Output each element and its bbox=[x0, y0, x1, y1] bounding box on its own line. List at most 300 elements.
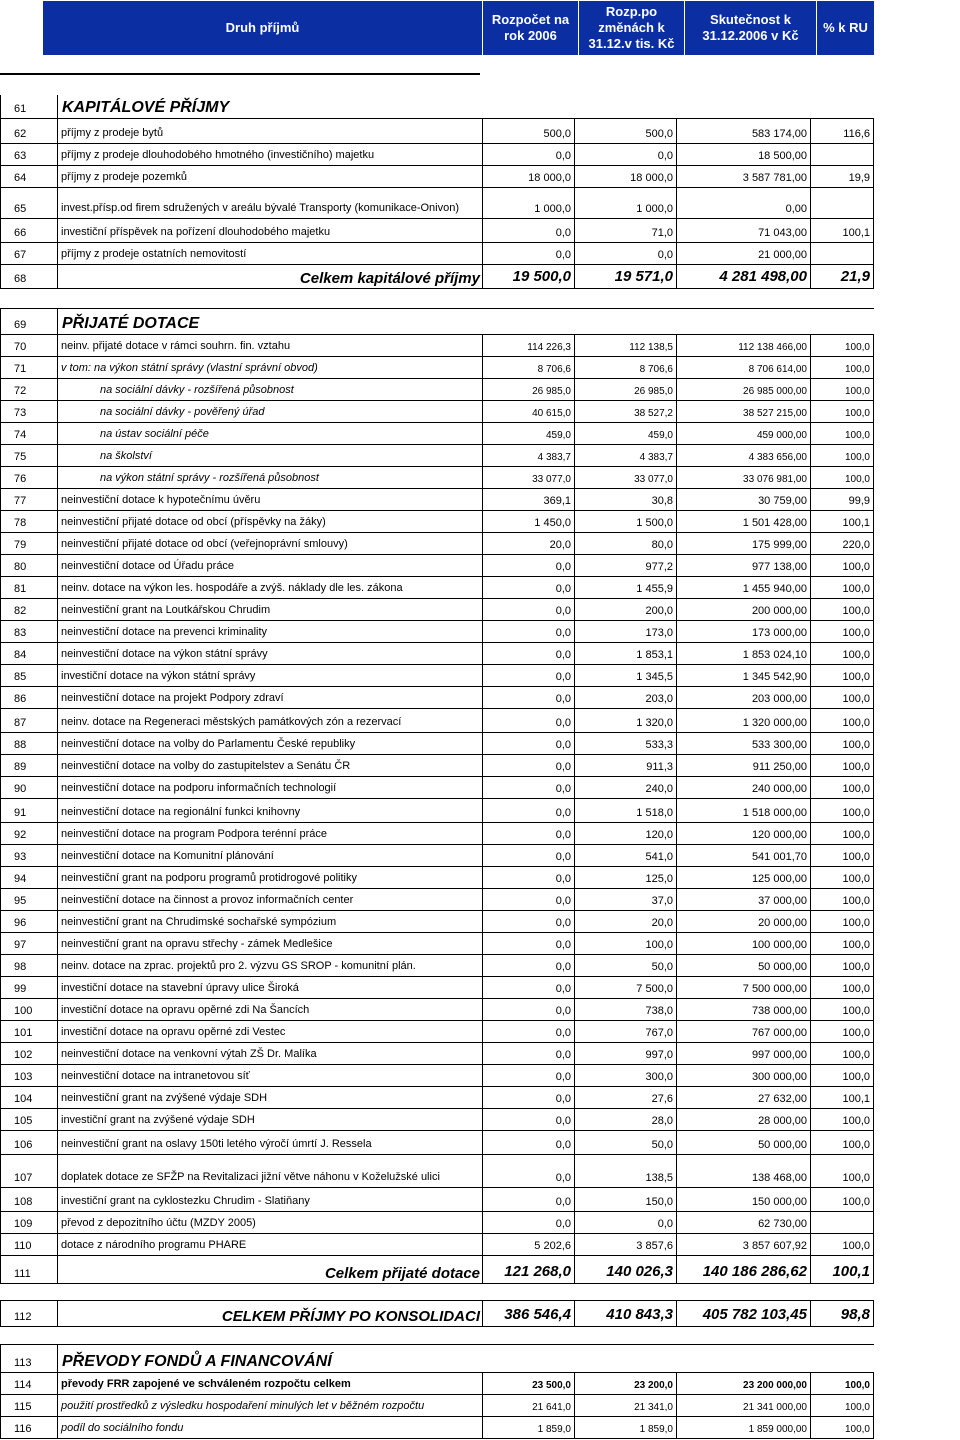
budget-cell bbox=[482, 335, 574, 356]
revised-budget-cell-text: 0,0 bbox=[657, 249, 673, 261]
table-row bbox=[0, 889, 874, 911]
revised-budget-cell-text: 173,0 bbox=[645, 627, 673, 639]
budget-cell-text: 0,0 bbox=[555, 783, 571, 795]
budget-cell-text: 23 500,0 bbox=[532, 1380, 571, 1391]
row-number-text: 62 bbox=[14, 128, 27, 140]
budget-cell bbox=[482, 243, 574, 264]
table-row bbox=[0, 423, 874, 445]
row-label bbox=[57, 755, 482, 776]
row-number-text: 91 bbox=[14, 807, 27, 819]
actual-cell-text: 120 000,00 bbox=[751, 829, 807, 841]
revised-budget-cell bbox=[574, 335, 676, 356]
budget-cell bbox=[482, 555, 574, 576]
budget-cell bbox=[482, 1234, 574, 1255]
budget-cell bbox=[482, 687, 574, 708]
budget-cell-text: 1 450,0 bbox=[534, 517, 571, 529]
row-label bbox=[57, 1188, 482, 1211]
revised-budget-cell bbox=[574, 445, 676, 466]
percent-cell-text: 100,0 bbox=[842, 1172, 870, 1184]
actual-cell bbox=[676, 1188, 810, 1211]
table-row bbox=[0, 687, 874, 709]
revised-budget-cell bbox=[574, 1021, 676, 1042]
percent-cell bbox=[810, 243, 874, 264]
section-header-row bbox=[0, 95, 874, 119]
percent-cell bbox=[810, 867, 874, 888]
percent-cell bbox=[810, 643, 874, 664]
percent-cell bbox=[810, 889, 874, 910]
revised-budget-cell-text: 71,0 bbox=[651, 227, 673, 239]
row-label-text: podíl do sociálního fondu bbox=[61, 1422, 184, 1434]
actual-cell-text: 240 000,00 bbox=[751, 783, 807, 795]
budget-cell bbox=[482, 755, 574, 776]
table-row bbox=[0, 1065, 874, 1087]
row-number bbox=[0, 621, 57, 642]
revised-budget-cell-text: 27,6 bbox=[651, 1093, 673, 1105]
row-label-text: neinvestiční dotace na volby do Parlamentu České republiky bbox=[61, 738, 356, 750]
row-label-text: investiční dotace na výkon státní správy bbox=[61, 670, 256, 682]
revised-budget-cell bbox=[574, 1373, 676, 1394]
percent-cell bbox=[810, 665, 874, 686]
row-number-text: 108 bbox=[14, 1196, 33, 1208]
row-number bbox=[0, 379, 57, 400]
row-number bbox=[0, 335, 57, 356]
table-row bbox=[0, 755, 874, 777]
row-number-text: 92 bbox=[14, 829, 27, 841]
actual-cell-text: 50 000,00 bbox=[758, 961, 807, 973]
row-number bbox=[0, 577, 57, 598]
actual-cell bbox=[676, 1373, 810, 1394]
percent-cell bbox=[810, 401, 874, 422]
row-number bbox=[0, 1087, 57, 1108]
actual-cell bbox=[676, 911, 810, 932]
actual-cell-text: 459 000,00 bbox=[756, 430, 807, 441]
row-label-text: invest.přísp.od firem sdružených v areálu bývalé Transporty (komunikace-Onivon) bbox=[61, 202, 460, 214]
row-number-text: 61 bbox=[14, 103, 27, 115]
row-label-text: použití prostředků z výsledku hospodaření minulých let v běžném rozpočtu bbox=[61, 1400, 425, 1412]
budget-cell bbox=[482, 467, 574, 488]
row-label-text: neinvestiční dotace na volby do zastupitelstev a Senátu ČR bbox=[61, 760, 351, 772]
row-label-text: na ústav sociální péče bbox=[100, 428, 209, 440]
row-label bbox=[57, 357, 482, 378]
total-row bbox=[0, 1301, 874, 1327]
revised-budget-cell bbox=[574, 1043, 676, 1064]
row-number bbox=[0, 1234, 57, 1255]
actual-cell bbox=[676, 955, 810, 976]
budget-cell-text: 0,0 bbox=[555, 561, 571, 573]
budget-cell-text: 0,0 bbox=[555, 583, 571, 595]
row-label bbox=[57, 1043, 482, 1064]
budget-cell-text: 26 985,0 bbox=[532, 386, 571, 397]
row-label bbox=[57, 889, 482, 910]
row-number-text: 63 bbox=[14, 150, 27, 162]
row-number bbox=[0, 357, 57, 378]
budget-cell bbox=[482, 379, 574, 400]
row-number bbox=[0, 1155, 57, 1187]
percent-cell bbox=[810, 911, 874, 932]
percent-cell-text: 100,0 bbox=[842, 561, 870, 573]
budget-cell-text: 1 000,0 bbox=[534, 203, 571, 215]
revised-budget-cell-text: 19 571,0 bbox=[614, 268, 673, 285]
actual-cell-text: 71 043,00 bbox=[758, 227, 807, 239]
percent-cell-text: 100,0 bbox=[844, 474, 870, 485]
budget-cell-text: 0,0 bbox=[555, 983, 571, 995]
budget-cell bbox=[482, 911, 574, 932]
budget-cell-text: 0,0 bbox=[555, 227, 571, 239]
row-label-text: neinv. přijaté dotace v rámci souhrn. fin. vztahu bbox=[61, 340, 291, 352]
row-number-text: 69 bbox=[14, 319, 27, 331]
row-label bbox=[57, 955, 482, 976]
row-label-text: příjmy z prodeje dlouhodobého hmotného (investičního) majetku bbox=[61, 149, 375, 161]
actual-cell-text: 1 501 428,00 bbox=[742, 517, 807, 529]
budget-cell-text: 114 226,3 bbox=[527, 342, 571, 353]
row-number-text: 95 bbox=[14, 895, 27, 907]
revised-budget-cell-text: 112 138,5 bbox=[629, 342, 673, 353]
row-label bbox=[57, 243, 482, 264]
budget-cell-text: 0,0 bbox=[555, 961, 571, 973]
row-label bbox=[57, 933, 482, 954]
actual-cell-text: 112 138 466,00 bbox=[738, 342, 807, 353]
budget-cell-text: 0,0 bbox=[555, 1115, 571, 1127]
revised-budget-cell-text: 1 859,0 bbox=[639, 1424, 673, 1435]
revised-budget-cell bbox=[574, 709, 676, 732]
percent-cell-text: 98,8 bbox=[840, 1306, 870, 1323]
actual-cell bbox=[676, 467, 810, 488]
row-label bbox=[57, 845, 482, 866]
row-label bbox=[57, 1065, 482, 1086]
row-number bbox=[0, 533, 57, 554]
row-label-text: neinvestiční dotace na venkovní výtah ZŠ Dr. Malíka bbox=[61, 1048, 317, 1060]
revised-budget-cell-text: 80,0 bbox=[651, 539, 673, 551]
budget-cell bbox=[482, 1417, 574, 1438]
row-number bbox=[0, 755, 57, 776]
actual-cell bbox=[676, 1131, 810, 1154]
row-label bbox=[57, 219, 482, 242]
row-label-text: na sociální dávky - rozšířená působnost bbox=[100, 384, 294, 396]
revised-budget-cell-text: 33 077,0 bbox=[634, 474, 673, 485]
actual-cell-text: 1 859 000,00 bbox=[748, 1424, 807, 1435]
actual-cell-text: 977 138,00 bbox=[751, 561, 807, 573]
row-label bbox=[57, 144, 482, 165]
table-row bbox=[0, 955, 874, 977]
budget-cell-text: 0,0 bbox=[555, 807, 571, 819]
percent-cell bbox=[810, 533, 874, 554]
row-label bbox=[57, 1155, 482, 1187]
percent-cell bbox=[810, 144, 874, 165]
actual-cell-text: 541 001,70 bbox=[751, 851, 807, 863]
revised-budget-cell bbox=[574, 188, 676, 218]
row-label-text: KAPITÁLOVÉ PŘÍJMY bbox=[62, 99, 230, 116]
percent-cell bbox=[810, 845, 874, 866]
percent-cell-text: 100,0 bbox=[842, 895, 870, 907]
actual-cell bbox=[676, 867, 810, 888]
revised-budget-cell-text: 459,0 bbox=[647, 430, 673, 441]
actual-cell-text: 1 320 000,00 bbox=[742, 717, 807, 729]
budget-cell bbox=[482, 188, 574, 218]
table-row bbox=[0, 555, 874, 577]
budget-cell-text: 0,0 bbox=[555, 1027, 571, 1039]
table-row bbox=[0, 1395, 874, 1417]
row-label-text: CELKEM PŘÍJMY PO KONSOLIDACI bbox=[221, 1308, 480, 1325]
revised-budget-cell-text: 4 383,7 bbox=[639, 452, 673, 463]
budget-cell-text: 18 000,0 bbox=[528, 172, 571, 184]
row-number-text: 98 bbox=[14, 961, 27, 973]
row-label bbox=[57, 555, 482, 576]
percent-cell-text: 100,1 bbox=[842, 1093, 870, 1105]
percent-cell-text: 100,0 bbox=[842, 873, 870, 885]
row-label bbox=[57, 577, 482, 598]
row-number bbox=[0, 599, 57, 620]
actual-cell bbox=[676, 1155, 810, 1187]
actual-cell bbox=[676, 423, 810, 444]
budget-cell bbox=[482, 1155, 574, 1187]
revised-budget-cell bbox=[574, 1256, 676, 1283]
row-label-text: Celkem kapitálové příjmy bbox=[299, 270, 480, 287]
row-number-text: 67 bbox=[14, 249, 27, 261]
percent-cell-text: 100,0 bbox=[842, 693, 870, 705]
row-label bbox=[57, 511, 482, 532]
revised-budget-cell-text: 410 843,3 bbox=[606, 1306, 673, 1323]
actual-cell bbox=[676, 933, 810, 954]
actual-cell bbox=[676, 219, 810, 242]
actual-cell-text: 18 500,00 bbox=[758, 150, 807, 162]
percent-cell bbox=[810, 1155, 874, 1187]
percent-cell-text: 100,0 bbox=[842, 1240, 870, 1252]
percent-cell-text: 100,0 bbox=[842, 1196, 870, 1208]
percent-cell-text: 220,0 bbox=[842, 539, 870, 551]
table-row bbox=[0, 1188, 874, 1212]
revised-budget-cell bbox=[574, 1131, 676, 1154]
percent-cell bbox=[810, 1234, 874, 1255]
row-number-text: 107 bbox=[14, 1172, 33, 1184]
actual-cell bbox=[676, 379, 810, 400]
revised-budget-cell bbox=[574, 777, 676, 798]
row-label bbox=[57, 188, 482, 218]
actual-cell bbox=[676, 799, 810, 822]
revised-budget-cell bbox=[574, 265, 676, 288]
percent-cell-text: 100,0 bbox=[842, 1139, 870, 1151]
revised-budget-cell-text: 150,0 bbox=[645, 1196, 673, 1208]
budget-cell bbox=[482, 511, 574, 532]
actual-cell-text: 20 000,00 bbox=[758, 917, 807, 929]
budget-cell bbox=[482, 889, 574, 910]
row-number bbox=[0, 643, 57, 664]
percent-cell-text: 100,0 bbox=[842, 851, 870, 863]
actual-cell bbox=[676, 599, 810, 620]
revised-budget-cell bbox=[574, 144, 676, 165]
row-number-text: 103 bbox=[14, 1071, 33, 1083]
revised-budget-cell-text: 1 345,5 bbox=[636, 671, 673, 683]
percent-cell-text: 19,9 bbox=[848, 172, 870, 184]
row-label bbox=[57, 621, 482, 642]
table-row bbox=[0, 709, 874, 733]
table-row bbox=[0, 1021, 874, 1043]
budget-cell bbox=[482, 219, 574, 242]
row-number bbox=[0, 1373, 57, 1394]
revised-budget-cell bbox=[574, 955, 676, 976]
row-number-text: 84 bbox=[14, 649, 27, 661]
row-number bbox=[0, 1256, 57, 1283]
revised-budget-cell-text: 767,0 bbox=[645, 1027, 673, 1039]
revised-budget-cell bbox=[574, 219, 676, 242]
row-number bbox=[0, 777, 57, 798]
row-label-text: příjmy z prodeje pozemků bbox=[61, 171, 187, 183]
percent-cell bbox=[810, 119, 874, 143]
row-number bbox=[0, 823, 57, 844]
actual-cell bbox=[676, 188, 810, 218]
row-number-text: 76 bbox=[14, 473, 27, 485]
budget-cell bbox=[482, 621, 574, 642]
row-number bbox=[0, 665, 57, 686]
row-number bbox=[0, 1301, 57, 1326]
percent-cell bbox=[810, 511, 874, 532]
table-row bbox=[0, 1131, 874, 1155]
row-label bbox=[57, 1417, 482, 1438]
revised-budget-cell-text: 23 200,0 bbox=[634, 1380, 673, 1391]
row-label bbox=[57, 599, 482, 620]
table-row bbox=[0, 119, 874, 144]
percent-cell-text: 100,0 bbox=[842, 605, 870, 617]
actual-cell bbox=[676, 401, 810, 422]
revised-budget-cell-text: 541,0 bbox=[645, 851, 673, 863]
budget-cell bbox=[482, 1256, 574, 1283]
budget-cell bbox=[482, 577, 574, 598]
percent-cell-text: 100,0 bbox=[842, 829, 870, 841]
row-label-text: investiční dotace na opravu opěrné zdi Vestec bbox=[61, 1026, 286, 1038]
table-row bbox=[0, 643, 874, 665]
percent-cell-text: 100,0 bbox=[842, 983, 870, 995]
budget-cell bbox=[482, 643, 574, 664]
percent-cell bbox=[810, 265, 874, 288]
row-label-text: neinvestiční dotace na regionální funkci knihovny bbox=[61, 806, 301, 818]
row-label-text: Celkem přijaté dotace bbox=[324, 1265, 480, 1282]
row-label-text: neinvestiční dotace na intranetovou síť bbox=[61, 1070, 250, 1082]
row-label-text: PŘEVODY FONDŮ A FINANCOVÁNÍ bbox=[62, 1353, 332, 1370]
actual-cell bbox=[676, 999, 810, 1020]
revised-budget-cell bbox=[574, 533, 676, 554]
actual-cell-text: 8 706 614,00 bbox=[748, 364, 807, 375]
actual-cell bbox=[676, 511, 810, 532]
budget-cell bbox=[482, 533, 574, 554]
percent-cell bbox=[810, 777, 874, 798]
budget-cell bbox=[482, 1109, 574, 1130]
row-label bbox=[57, 1395, 482, 1416]
revised-budget-cell bbox=[574, 643, 676, 664]
row-label-text: na sociální dávky - pověřený úřad bbox=[100, 406, 265, 418]
revised-budget-cell bbox=[574, 799, 676, 822]
row-label bbox=[57, 777, 482, 798]
budget-cell-text: 500,0 bbox=[543, 128, 571, 140]
header-druh-prijmu: Druh příjmů bbox=[43, 1, 483, 56]
percent-cell bbox=[810, 1131, 874, 1154]
row-number bbox=[0, 955, 57, 976]
row-number bbox=[0, 1395, 57, 1416]
percent-cell-text: 100,0 bbox=[842, 761, 870, 773]
percent-cell-text: 100,0 bbox=[844, 452, 870, 463]
percent-cell bbox=[810, 955, 874, 976]
row-label-text: neinvestiční grant na opravu střechy - zámek Medlešice bbox=[61, 938, 333, 950]
row-label bbox=[57, 999, 482, 1020]
row-number-text: 105 bbox=[14, 1115, 33, 1127]
revised-budget-cell bbox=[574, 1188, 676, 1211]
revised-budget-cell-text: 21 341,0 bbox=[634, 1402, 673, 1413]
budget-cell bbox=[482, 489, 574, 510]
row-number bbox=[0, 489, 57, 510]
row-number-text: 111 bbox=[14, 1268, 31, 1280]
revised-budget-cell-text: 240,0 bbox=[645, 783, 673, 795]
budget-cell-text: 0,0 bbox=[555, 150, 571, 162]
row-label-text: investiční příspěvek na pořízení dlouhodobého majetku bbox=[61, 226, 331, 238]
percent-cell bbox=[810, 379, 874, 400]
revised-budget-cell bbox=[574, 733, 676, 754]
row-number bbox=[0, 555, 57, 576]
row-number bbox=[0, 1065, 57, 1086]
row-label-text: neinvestiční dotace na program Podpora terénní práce bbox=[61, 828, 327, 840]
row-number-text: 109 bbox=[14, 1218, 33, 1230]
row-number-text: 110 bbox=[14, 1240, 32, 1252]
revised-budget-cell-text: 1 853,1 bbox=[636, 649, 673, 661]
row-label bbox=[57, 95, 482, 118]
revised-budget-cell bbox=[574, 1212, 676, 1233]
row-number bbox=[0, 188, 57, 218]
budget-cell-text: 0,0 bbox=[555, 693, 571, 705]
revised-budget-cell-text: 203,0 bbox=[645, 693, 673, 705]
actual-cell-text: 911 250,00 bbox=[752, 761, 807, 773]
percent-cell bbox=[810, 823, 874, 844]
actual-cell bbox=[676, 533, 810, 554]
actual-cell bbox=[676, 1395, 810, 1416]
percent-cell-text: 100,0 bbox=[844, 408, 870, 419]
row-label-text: neinvestiční dotace na projekt Podpory zdraví bbox=[61, 692, 284, 704]
budget-cell bbox=[482, 867, 574, 888]
actual-cell-text: 200 000,00 bbox=[751, 605, 807, 617]
actual-cell-text: 27 632,00 bbox=[758, 1093, 807, 1105]
row-label bbox=[57, 977, 482, 998]
revised-budget-cell bbox=[574, 1234, 676, 1255]
actual-cell-text: 100 000,00 bbox=[751, 939, 807, 951]
row-label bbox=[57, 665, 482, 686]
row-number bbox=[0, 445, 57, 466]
row-number bbox=[0, 1131, 57, 1154]
budget-cell bbox=[482, 1043, 574, 1064]
revised-budget-cell-text: 911,3 bbox=[646, 761, 673, 773]
budget-cell-text: 19 500,0 bbox=[512, 268, 571, 285]
row-label-text: na školství bbox=[100, 450, 152, 462]
row-number-text: 86 bbox=[14, 693, 27, 705]
table-row bbox=[0, 845, 874, 867]
percent-cell bbox=[810, 357, 874, 378]
revised-budget-cell bbox=[574, 1155, 676, 1187]
percent-cell-text: 21,9 bbox=[840, 268, 870, 285]
percent-cell bbox=[810, 621, 874, 642]
budget-cell bbox=[482, 599, 574, 620]
budget-cell bbox=[482, 665, 574, 686]
row-label bbox=[57, 867, 482, 888]
budget-cell bbox=[482, 977, 574, 998]
row-number bbox=[0, 799, 57, 822]
revised-budget-cell bbox=[574, 933, 676, 954]
revised-budget-cell bbox=[574, 467, 676, 488]
row-label-text: neinvestiční dotace na podporu informačních technologií bbox=[61, 782, 337, 794]
percent-cell-text: 100,1 bbox=[842, 227, 870, 239]
table-row bbox=[0, 401, 874, 423]
revised-budget-cell bbox=[574, 911, 676, 932]
revised-budget-cell bbox=[574, 1109, 676, 1130]
revised-budget-cell-text: 300,0 bbox=[645, 1071, 673, 1083]
percent-cell-text: 100,0 bbox=[842, 807, 870, 819]
table-row bbox=[0, 1087, 874, 1109]
row-number-text: 104 bbox=[14, 1093, 33, 1105]
spacer-row bbox=[0, 1284, 874, 1301]
